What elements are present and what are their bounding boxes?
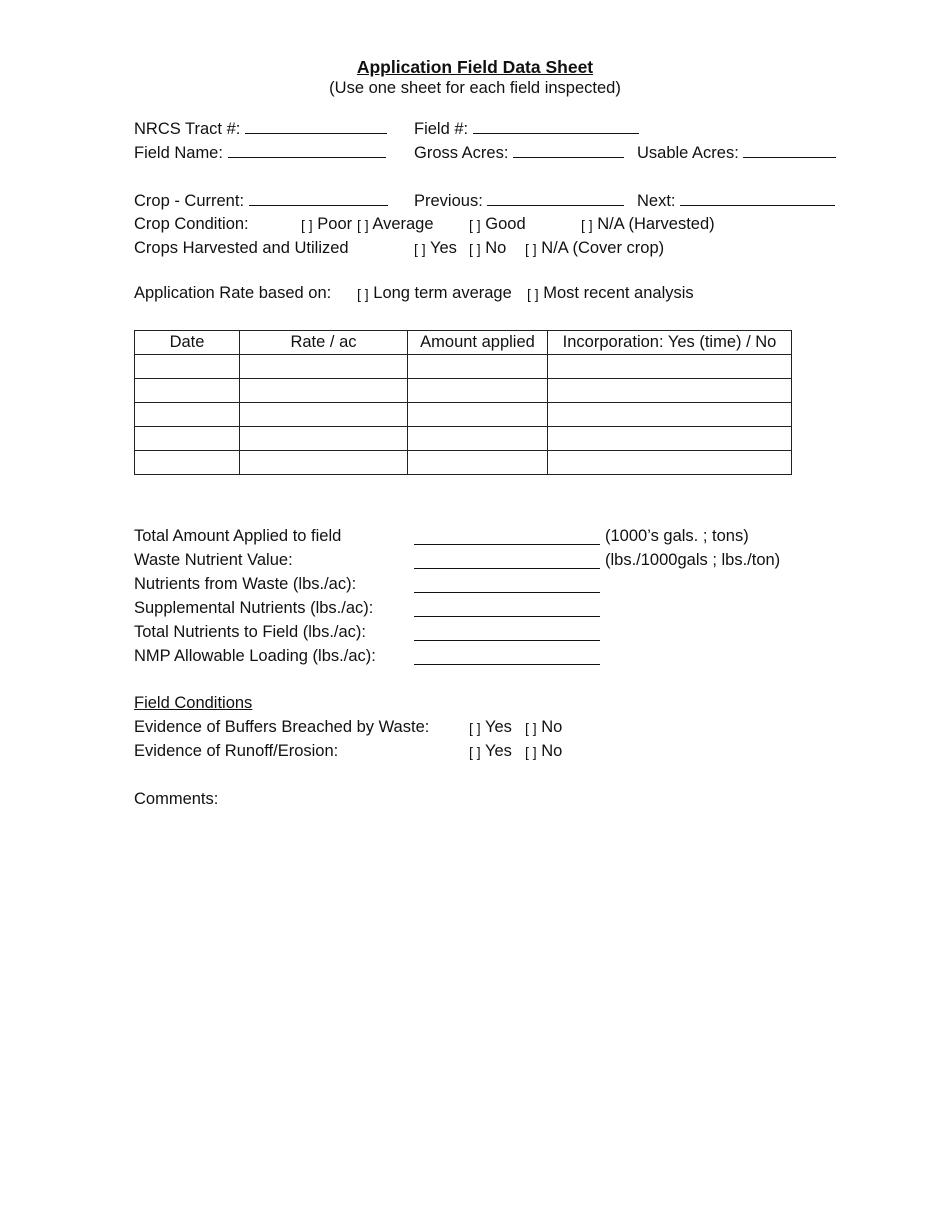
next-field <box>637 190 835 211</box>
table-cell[interactable] <box>240 403 408 427</box>
page-title: Application Field Data Sheet <box>356 57 594 77</box>
crop-condition-poor[interactable]: [ ] Poor <box>301 215 353 233</box>
field-name-label: Field Name: <box>134 144 223 162</box>
checkbox-icon[interactable]: [ ] <box>469 241 481 257</box>
supplemental-input-line[interactable] <box>414 601 600 617</box>
checkbox-icon[interactable]: [ ] <box>527 286 539 302</box>
buffers-label: Evidence of Buffers Breached by Waste: <box>134 718 430 736</box>
crops-harvested-yes[interactable]: [ ] Yes <box>414 239 457 257</box>
app-rate-recent[interactable]: [ ] Most recent analysis <box>527 284 694 302</box>
nmp-loading-label: NMP Allowable Loading (lbs./ac): <box>134 647 376 665</box>
next-label: Next: <box>637 192 676 210</box>
nutrients-waste-label: Nutrients from Waste (lbs./ac): <box>134 575 357 593</box>
table-row <box>135 451 792 475</box>
checkbox-icon[interactable]: [ ] <box>357 217 369 233</box>
crop-condition-good[interactable]: [ ] Good <box>469 215 526 233</box>
table-header-row <box>135 331 792 355</box>
table-row <box>135 403 792 427</box>
crops-harvested-na[interactable]: [ ] N/A (Cover crop) <box>525 239 665 257</box>
buffers-no[interactable]: [ ] No <box>525 718 563 736</box>
checkbox-icon[interactable]: [ ] <box>301 217 313 233</box>
total-amount-input-line[interactable] <box>414 529 600 545</box>
table-cell[interactable] <box>135 427 240 451</box>
crop-current-label: Crop - Current: <box>134 192 245 210</box>
total-nutrients-label: Total Nutrients to Field (lbs./ac): <box>134 623 366 641</box>
crop-condition-label: Crop Condition: <box>134 215 249 233</box>
previous-input-line[interactable] <box>487 190 624 206</box>
col-incorporation: Incorporation: Yes (time) / No <box>548 331 792 355</box>
usable-acres-input-line[interactable] <box>743 142 836 158</box>
table-cell[interactable] <box>135 379 240 403</box>
crops-harvested-label: Crops Harvested and Utilized <box>134 239 349 257</box>
field-num-input-line[interactable] <box>473 118 639 134</box>
table-row <box>135 427 792 451</box>
supplemental-label: Supplemental Nutrients (lbs./ac): <box>134 599 374 617</box>
checkbox-icon[interactable]: [ ] <box>469 720 481 736</box>
gross-acres-input-line[interactable] <box>513 142 624 158</box>
application-table <box>134 330 792 475</box>
table-row <box>135 379 792 403</box>
table-cell[interactable] <box>408 403 548 427</box>
total-amount-label: Total Amount Applied to field <box>134 527 342 545</box>
table-cell[interactable] <box>135 451 240 475</box>
checkbox-icon[interactable]: [ ] <box>581 217 593 233</box>
table-cell[interactable] <box>548 355 792 379</box>
usable-acres-field <box>637 142 836 163</box>
runoff-label: Evidence of Runoff/Erosion: <box>134 742 339 760</box>
table-cell[interactable] <box>408 379 548 403</box>
checkbox-icon[interactable]: [ ] <box>525 241 537 257</box>
field-name-input-line[interactable] <box>228 142 386 158</box>
crops-harvested-no[interactable]: [ ] No <box>469 239 507 257</box>
tract-field <box>134 118 387 139</box>
table-cell[interactable] <box>240 379 408 403</box>
table-cell[interactable] <box>548 427 792 451</box>
page-subtitle: (Use one sheet for each field inspected) <box>329 79 621 97</box>
previous-label: Previous: <box>414 192 483 210</box>
table-cell[interactable] <box>240 451 408 475</box>
crop-current-field <box>134 190 388 211</box>
table-cell[interactable] <box>135 403 240 427</box>
app-rate-long-term[interactable]: [ ] Long term average <box>357 284 512 302</box>
crop-current-input-line[interactable] <box>249 190 388 206</box>
field-conditions-heading: Field Conditions <box>134 694 253 712</box>
runoff-no[interactable]: [ ] No <box>525 742 563 760</box>
next-input-line[interactable] <box>680 190 835 206</box>
table-cell[interactable] <box>240 427 408 451</box>
comments-label: Comments: <box>134 790 219 808</box>
table-cell[interactable] <box>548 451 792 475</box>
nutrients-waste-input-line[interactable] <box>414 577 600 593</box>
waste-nutrient-input-line[interactable] <box>414 553 600 569</box>
field-num-field <box>414 118 639 139</box>
gross-acres-field <box>414 142 624 163</box>
col-rate: Rate / ac <box>240 331 408 355</box>
usable-acres-label: Usable Acres: <box>637 144 739 162</box>
crop-condition-na[interactable]: [ ] N/A (Harvested) <box>581 215 715 233</box>
table-cell[interactable] <box>408 451 548 475</box>
waste-nutrient-label: Waste Nutrient Value: <box>134 551 293 569</box>
col-date: Date <box>135 331 240 355</box>
checkbox-icon[interactable]: [ ] <box>357 286 369 302</box>
col-amount: Amount applied <box>408 331 548 355</box>
checkbox-icon[interactable]: [ ] <box>469 744 481 760</box>
crop-condition-average[interactable]: [ ] Average <box>357 215 434 233</box>
field-name-field <box>134 142 386 163</box>
table-cell[interactable] <box>240 355 408 379</box>
tract-label: NRCS Tract #: <box>134 120 241 138</box>
table-cell[interactable] <box>408 427 548 451</box>
nmp-loading-input-line[interactable] <box>414 649 600 665</box>
buffers-yes[interactable]: [ ] Yes <box>469 718 512 736</box>
previous-field <box>414 190 624 211</box>
gross-acres-label: Gross Acres: <box>414 144 509 162</box>
runoff-yes[interactable]: [ ] Yes <box>469 742 512 760</box>
total-amount-unit: (1000’s gals. ; tons) <box>605 527 749 545</box>
checkbox-icon[interactable]: [ ] <box>469 217 481 233</box>
checkbox-icon[interactable]: [ ] <box>525 744 537 760</box>
field-num-label: Field #: <box>414 120 469 138</box>
app-rate-label: Application Rate based on: <box>134 284 332 302</box>
table-cell[interactable] <box>548 379 792 403</box>
checkbox-icon[interactable]: [ ] <box>414 241 426 257</box>
tract-input-line[interactable] <box>245 118 387 134</box>
table-cell[interactable] <box>408 355 548 379</box>
total-nutrients-input-line[interactable] <box>414 625 600 641</box>
checkbox-icon[interactable]: [ ] <box>525 720 537 736</box>
table-row <box>135 355 792 379</box>
waste-nutrient-unit: (lbs./1000gals ; lbs./ton) <box>605 551 781 569</box>
table-cell[interactable] <box>135 355 240 379</box>
table-cell[interactable] <box>548 403 792 427</box>
